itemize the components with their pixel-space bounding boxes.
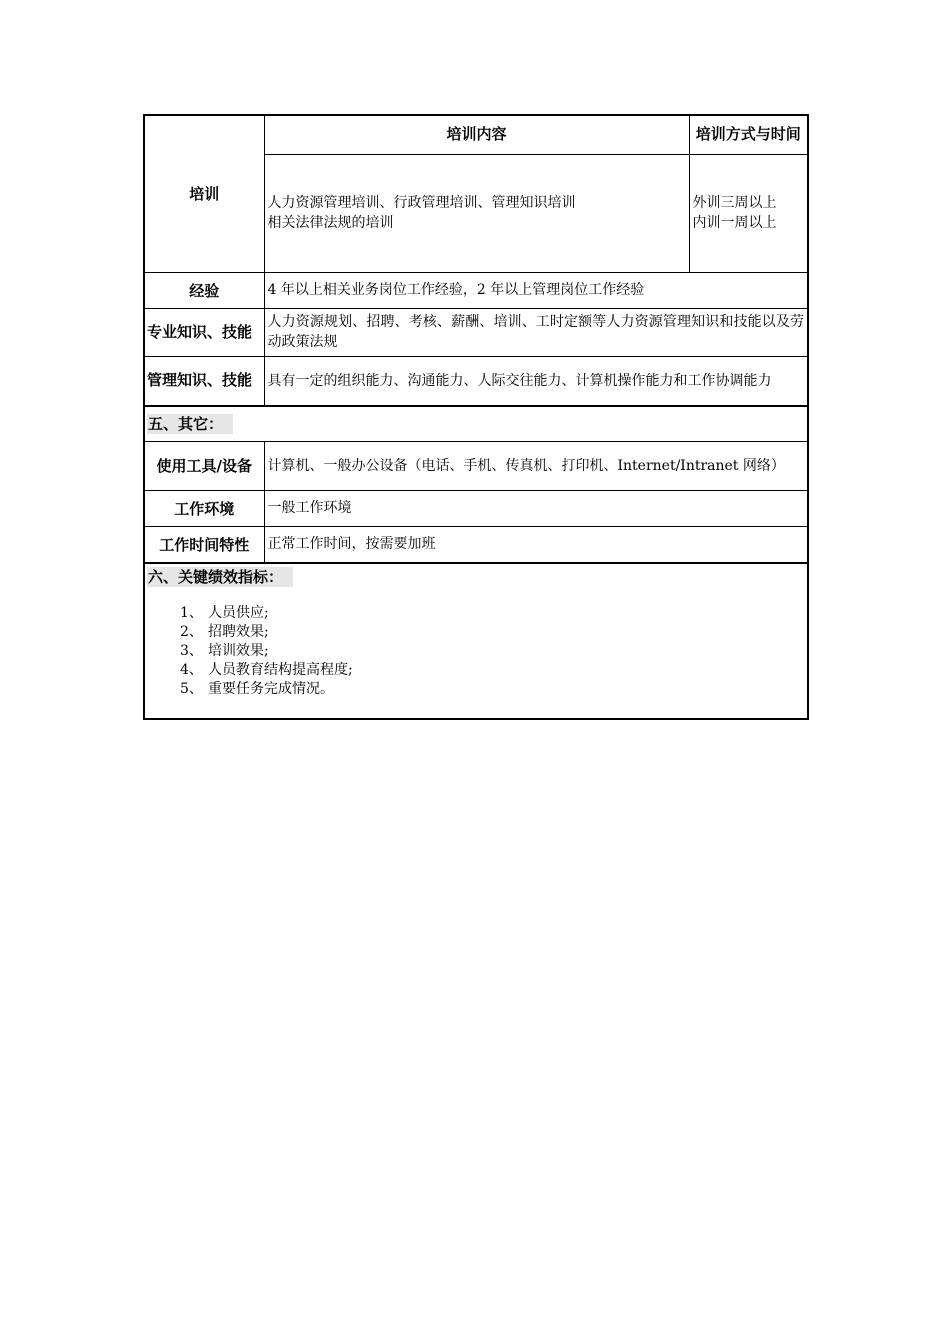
experience-value: 4 年以上相关业务岗位工作经验，2 年以上管理岗位工作经验 — [264, 272, 808, 308]
training-label: 培训 — [144, 115, 264, 272]
management-skills-value: 具有一定的组织能力、沟通能力、人际交往能力、计算机操作能力和工作协调能力 — [264, 356, 808, 406]
training-method-line-1: 外训三周以上 — [692, 195, 777, 211]
management-skills-label: 管理知识、技能 — [144, 356, 264, 406]
kpi-item-number: 5、 — [180, 681, 203, 697]
kpi-item — [180, 642, 805, 661]
training-method-line-2: 内训一周以上 — [692, 215, 777, 231]
professional-skills-value: 人力资源规划、招聘、考核、薪酬、培训、工时定额等人力资源管理知识和技能以及劳动政策法规 — [264, 308, 808, 356]
tools-label: 使用工具/设备 — [144, 441, 264, 490]
training-method-header: 培训方式与时间 — [689, 115, 808, 154]
training-content-line-1: 人力资源管理培训、行政管理培训、管理知识培训 — [267, 195, 576, 211]
tools-value: 计算机、一般办公设备（电话、手机、传真机、打印机、Internet/Intranet 网络） — [264, 441, 808, 490]
kpi-item — [180, 623, 805, 642]
work-environment-value: 一般工作环境 — [264, 490, 808, 526]
kpi-section — [144, 563, 808, 719]
section-5-title — [144, 406, 808, 441]
section-6-title-text: 六、关键绩效指标： — [147, 567, 293, 587]
kpi-item-text: 人员教育结构提高程度; — [208, 662, 353, 678]
kpi-item — [180, 604, 805, 623]
professional-skills-label: 专业知识、技能 — [144, 308, 264, 356]
kpi-item — [180, 661, 805, 680]
experience-label: 经验 — [144, 272, 264, 308]
job-requirements-table — [143, 114, 809, 720]
training-content-header: 培训内容 — [264, 115, 689, 154]
work-environment-label: 工作环境 — [144, 490, 264, 526]
kpi-list — [147, 604, 805, 699]
work-time-value: 正常工作时间，按需要加班 — [264, 526, 808, 563]
training-method-cell — [689, 154, 808, 272]
work-time-label: 工作时间特性 — [144, 526, 264, 563]
section-6-title — [147, 566, 805, 587]
kpi-item-text: 招聘效果; — [208, 624, 269, 640]
section-5-title-text: 五、其它： — [147, 414, 233, 434]
job-description-sheet — [143, 114, 807, 720]
kpi-item-number: 1、 — [180, 605, 203, 621]
training-content-line-2: 相关法律法规的培训 — [267, 215, 394, 231]
kpi-item — [180, 680, 805, 699]
kpi-item-number: 2、 — [180, 624, 203, 640]
kpi-item-text: 重要任务完成情况。 — [208, 681, 334, 697]
kpi-item-number: 4、 — [180, 662, 203, 678]
training-content-cell — [264, 154, 689, 272]
kpi-item-text: 人员供应; — [208, 605, 269, 621]
kpi-item-text: 培训效果; — [208, 643, 269, 659]
kpi-item-number: 3、 — [180, 643, 203, 659]
